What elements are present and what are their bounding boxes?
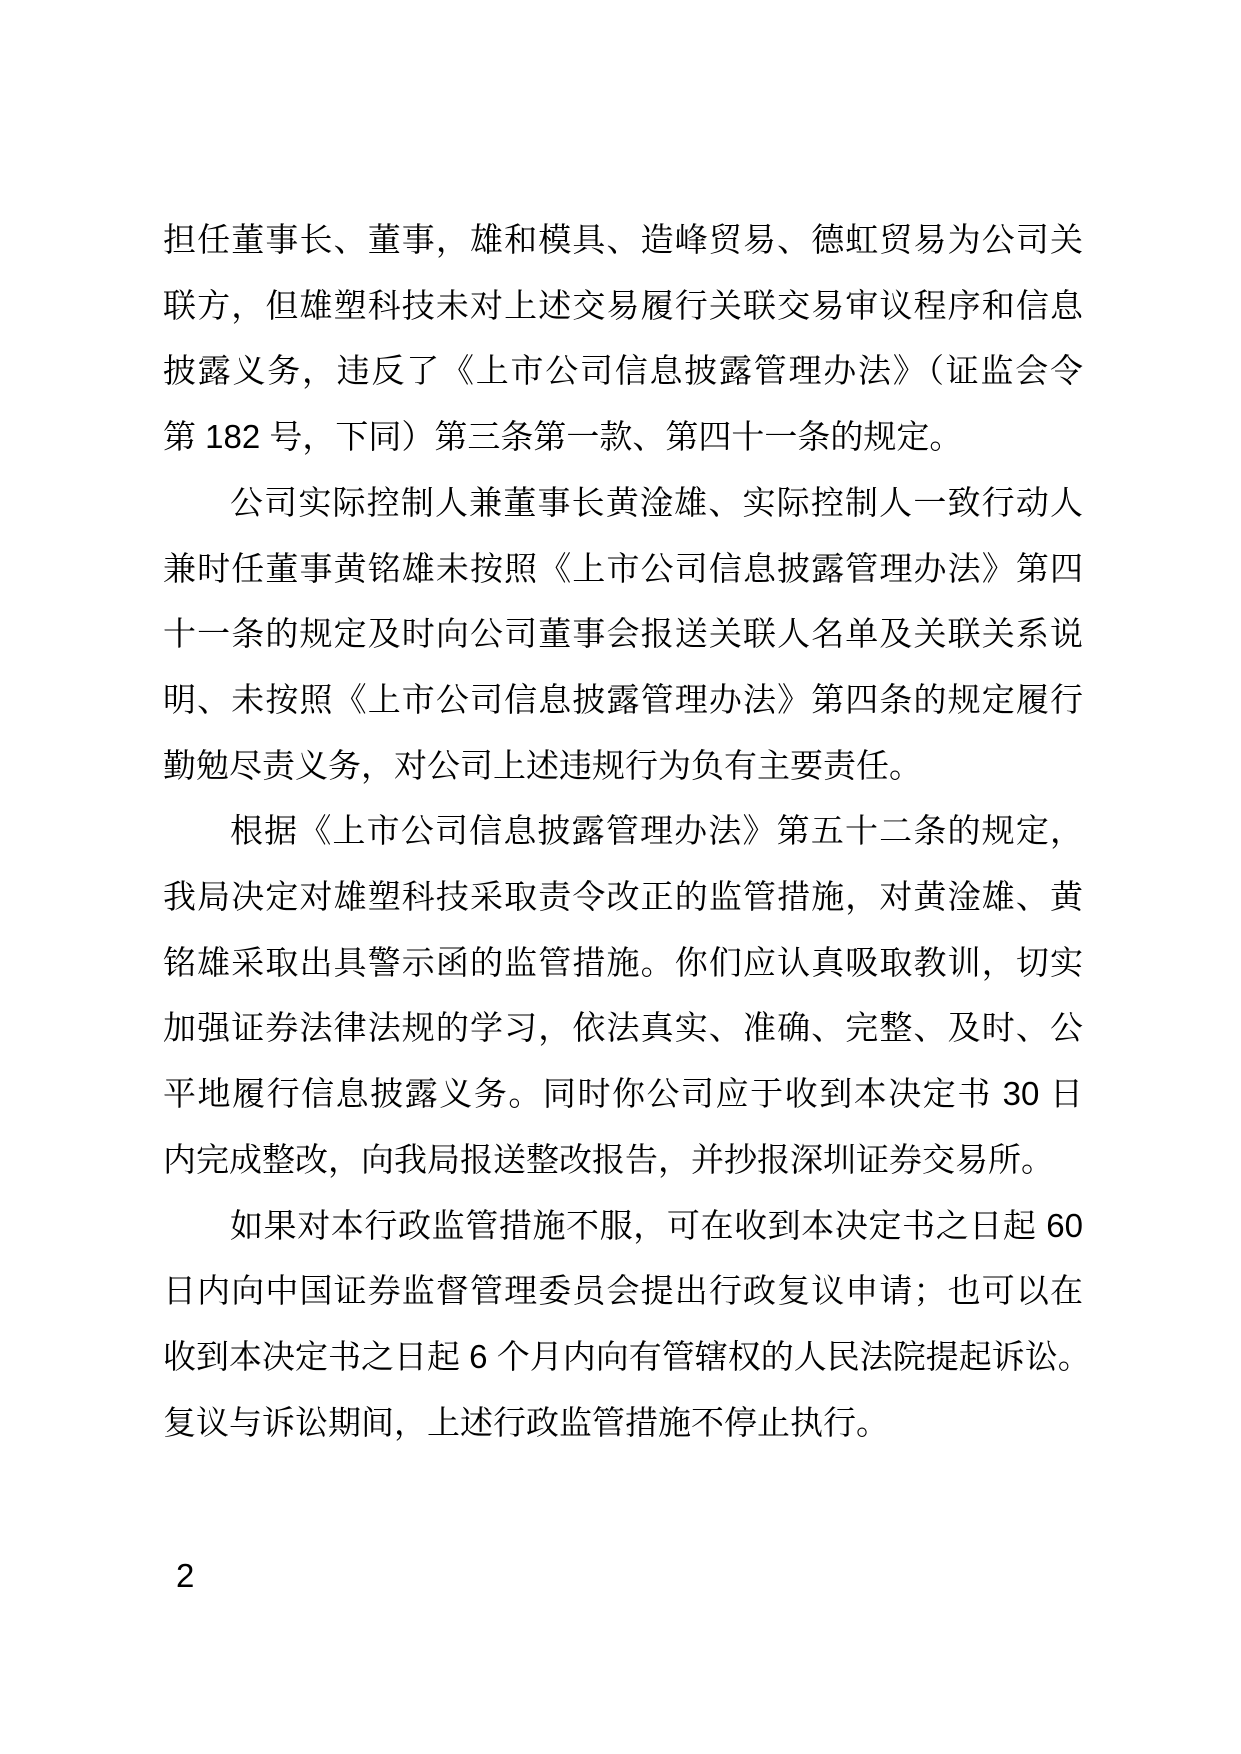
text-line: 披露义务，违反了《上市公司信息披露管理办法》（证监会令 — [163, 352, 1083, 390]
text-line: 收到本决定书之日起 6 个月内向有管辖权的人民法院提起诉讼。 — [163, 1337, 1091, 1375]
paragraph — [163, 470, 1083, 799]
text-line: 勤勉尽责义务，对公司上述违规行为负有主要责任。 — [163, 746, 922, 784]
text-line: 根据《上市公司信息披露管理办法》第五十二条的规定， — [230, 812, 1083, 850]
page-number: 2 — [176, 1557, 195, 1594]
text-line: 加强证券法律法规的学习，依法真实、准确、完整、及时、公 — [163, 1009, 1083, 1047]
text-line: 十一条的规定及时向公司董事会报送关联人名单及关联关系说 — [163, 615, 1083, 653]
paragraph — [163, 798, 1083, 1192]
text-line: 铭雄采取出具警示函的监管措施。你们应认真吸取教训，切实 — [163, 943, 1083, 981]
document-body — [163, 207, 1091, 1455]
text-line: 日内向中国证券监督管理委员会提出行政复议申请；也可以在 — [163, 1272, 1083, 1310]
text-line: 我局决定对雄塑科技采取责令改正的监管措施，对黄淦雄、黄 — [163, 878, 1083, 916]
text-line: 担任董事长、董事，雄和模具、造峰贸易、德虹贸易为公司关 — [163, 221, 1083, 258]
text-line: 公司实际控制人兼董事长黄淦雄、实际控制人一致行动人 — [230, 483, 1083, 521]
paragraph — [163, 1193, 1091, 1456]
text-line: 兼时任董事黄铭雄未按照《上市公司信息披露管理办法》第四 — [163, 549, 1083, 587]
text-line: 联方，但雄塑科技未对上述交易履行关联交易审议程序和信息 — [163, 286, 1083, 324]
text-line: 内完成整改，向我局报送整改报告，并抄报深圳证券交易所。 — [163, 1140, 1054, 1178]
text-line: 明、未按照《上市公司信息披露管理办法》第四条的规定履行 — [163, 680, 1083, 718]
text-line: 第 182 号，下同）第三条第一款、第四十一条的规定。 — [163, 418, 963, 456]
text-line: 平地履行信息披露义务。同时你公司应于收到本决定书 30 日 — [163, 1075, 1083, 1113]
text-line: 如果对本行政监管措施不服，可在收到本决定书之日起 60 — [230, 1206, 1083, 1244]
text-line: 复议与诉讼期间，上述行政监管措施不停止执行。 — [163, 1403, 889, 1441]
paragraph — [163, 207, 1083, 470]
